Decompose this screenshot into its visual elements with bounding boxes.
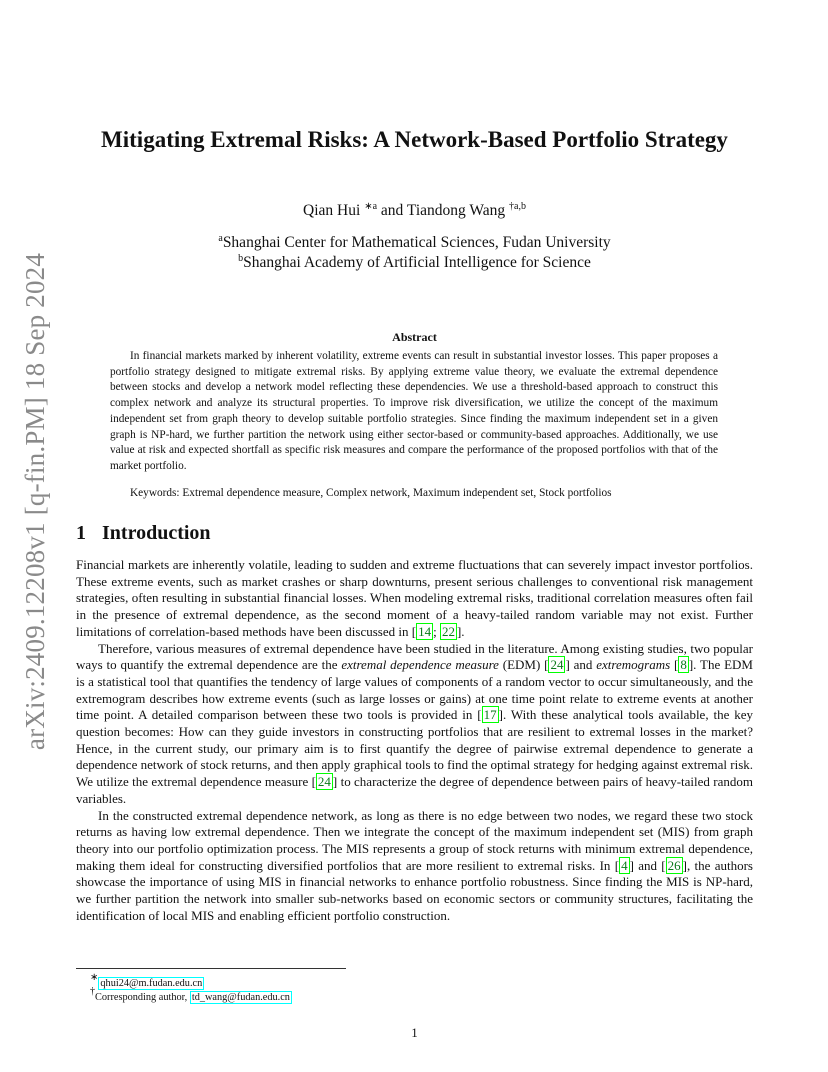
footnote-1-mark: ∗ [90, 972, 99, 983]
section-heading [76, 522, 211, 545]
citation-link[interactable]: 14 [418, 623, 432, 639]
citation-link[interactable]: 22 [441, 623, 455, 639]
paper-title: Mitigating Extremal Risks: A Network-Based Portfolio Strategy [101, 127, 728, 152]
section-title: Introduction [102, 522, 211, 544]
abstract-heading: Abstract [392, 330, 437, 344]
text-run: ]. [456, 623, 465, 639]
author-line [76, 201, 753, 220]
paragraph-3 [76, 808, 753, 925]
affiliation-a-mark: a [218, 233, 223, 244]
footnote-divider [76, 968, 346, 969]
citation-link[interactable]: 26 [667, 857, 681, 873]
section-body [76, 557, 753, 924]
emphasis: extremal dependence measure [341, 657, 499, 673]
affiliation-b [76, 253, 753, 272]
email-link[interactable]: td_wang@fudan.edu.cn [191, 992, 290, 1003]
text-run: ] and [565, 657, 597, 673]
author-1-mark: ∗a [364, 201, 378, 212]
text-run: Financial markets are inherently volatile, leading to sudden and extreme fluctuations that can severely impact investor portfolios. These extreme events, such as market crashes or sharp downturns, present serious challenges to conventional risk management strategies, often resulting in substantial financial losses. When modeling extremal risks, traditional correlation measures often fail in the presence of extremal dependence, as the second moment of a heavy-tailed random variable may not exist. Further limitations of correlation-based methods have been discussed in [ [76, 557, 753, 639]
text-run: ]. The EDM is a statistical tool that quantifies the tendency of large values of components of a random vector to occur simultaneously, and the extremogram describes how extreme events (such as large losses or gains) at one time point relate to extreme events at another time point. A detailed comparison between these two tools is provided in [ [76, 657, 753, 723]
author-1: Qian Hui [303, 202, 361, 219]
text-run: Therefore, various measures of extremal dependence have been studied in the literature. Among existing studies, two popular ways to quantify the extremal dependence are the [76, 640, 753, 673]
text-run: ]. With these analytical tools available, the key question becomes: How can they guide investors in constructing portfolios that are resilient to extremal losses in the market? Hence, in the current study, our primary aim is to first quantify the degree of pairwise extremal dependence to generate a dependence network of stock returns, and then apply graphical tools to find the optimal strategy for hedging against extremal risk. We utilize the extremal dependence measure [ [76, 707, 753, 790]
abstract-text: In financial markets marked by inherent volatility, extreme events can result in substantial investor losses. This paper proposes a portfolio strategy designed to mitigate extremal risks. By applying extreme value theory, we evaluate the extremal dependence between stocks and develop a network model reflecting these dependencies. We use a threshold-based approach to construct this complex network and analyze its structural properties. To improve risk diversification, we utilize the concept of the maximum independent set from graph theory to develop suitable portfolio strategies. Since finding the maximum independent set in a given graph is NP-hard, we further partition the network using either sector-based or community-based approaches. Additionally, we use value at risk and expected shortfall as specific risk measures and compare the performance of the proposed portfolios with that of the market portfolio. [110, 350, 718, 472]
text-run: [ [670, 657, 679, 673]
affiliation-b-mark: b [238, 253, 244, 264]
footnote-2 [90, 986, 292, 1003]
keywords: Keywords: Extremal dependence measure, Complex network, Maximum independent set, Stock portfolios [130, 487, 612, 499]
page-number: 1 [411, 1025, 418, 1040]
citation-link[interactable]: 24 [317, 774, 331, 790]
citation-link[interactable]: 8 [680, 657, 687, 673]
arxiv-id: arXiv:2409.12208v1 [q-fin.PM] 18 Sep 2024 [20, 252, 51, 750]
emphasis: extremograms [596, 657, 671, 673]
email-link[interactable]: qhui24@m.fudan.edu.cn [100, 978, 203, 989]
arxiv-watermark [14, 252, 58, 750]
paragraph-1 [76, 557, 753, 641]
author-2: Tiandong Wang [406, 202, 506, 219]
text-run: In the constructed extremal dependence network, as long as there is no edge between two nodes, we regard these two stock returns as having low extremal dependence. Then we integrate the concept of the maximum independent set (MIS) from graph theory into our portfolio optimization process. The MIS represents a group of stock returns with minimum extremal dependence, making them ideal for constructing diversified portfolios that are more resilient to extremal risks. In [ [76, 807, 753, 873]
text-run: ] to characterize the degree of dependence between pairs of heavy-tailed random variables. [76, 774, 753, 806]
citation-link[interactable]: 17 [483, 707, 497, 723]
footnote-2-prefix: Corresponding author, [95, 992, 190, 1003]
author-2-mark: †a,b [509, 201, 526, 212]
footnote-2-mark: † [90, 986, 95, 997]
citation-link[interactable]: 4 [621, 857, 628, 873]
citation-link[interactable]: 24 [550, 657, 564, 673]
affiliation-a-text: Shanghai Center for Mathematical Sciences, Fudan University [222, 234, 611, 251]
author-conjunction: and [380, 202, 404, 219]
text-run: ] and [ [629, 857, 666, 873]
text-run: (EDM) [ [498, 657, 549, 673]
paragraph-2 [76, 641, 753, 808]
affiliation-b-text: Shanghai Academy of Artificial Intelligence for Science [243, 254, 591, 271]
text-run: ; [433, 623, 440, 639]
affiliation-a [76, 233, 753, 252]
section-number: 1 [76, 522, 86, 544]
text-run: ], the authors showcase the importance of using MIS in financial networks to enhance portfolio robustness. Since finding the MIS is NP-hard, we further partition the network into smaller sub-networks based on economic sectors or community structures, facilitating the identification of local MIS and enabling efficient portfolio construction. [76, 857, 753, 923]
